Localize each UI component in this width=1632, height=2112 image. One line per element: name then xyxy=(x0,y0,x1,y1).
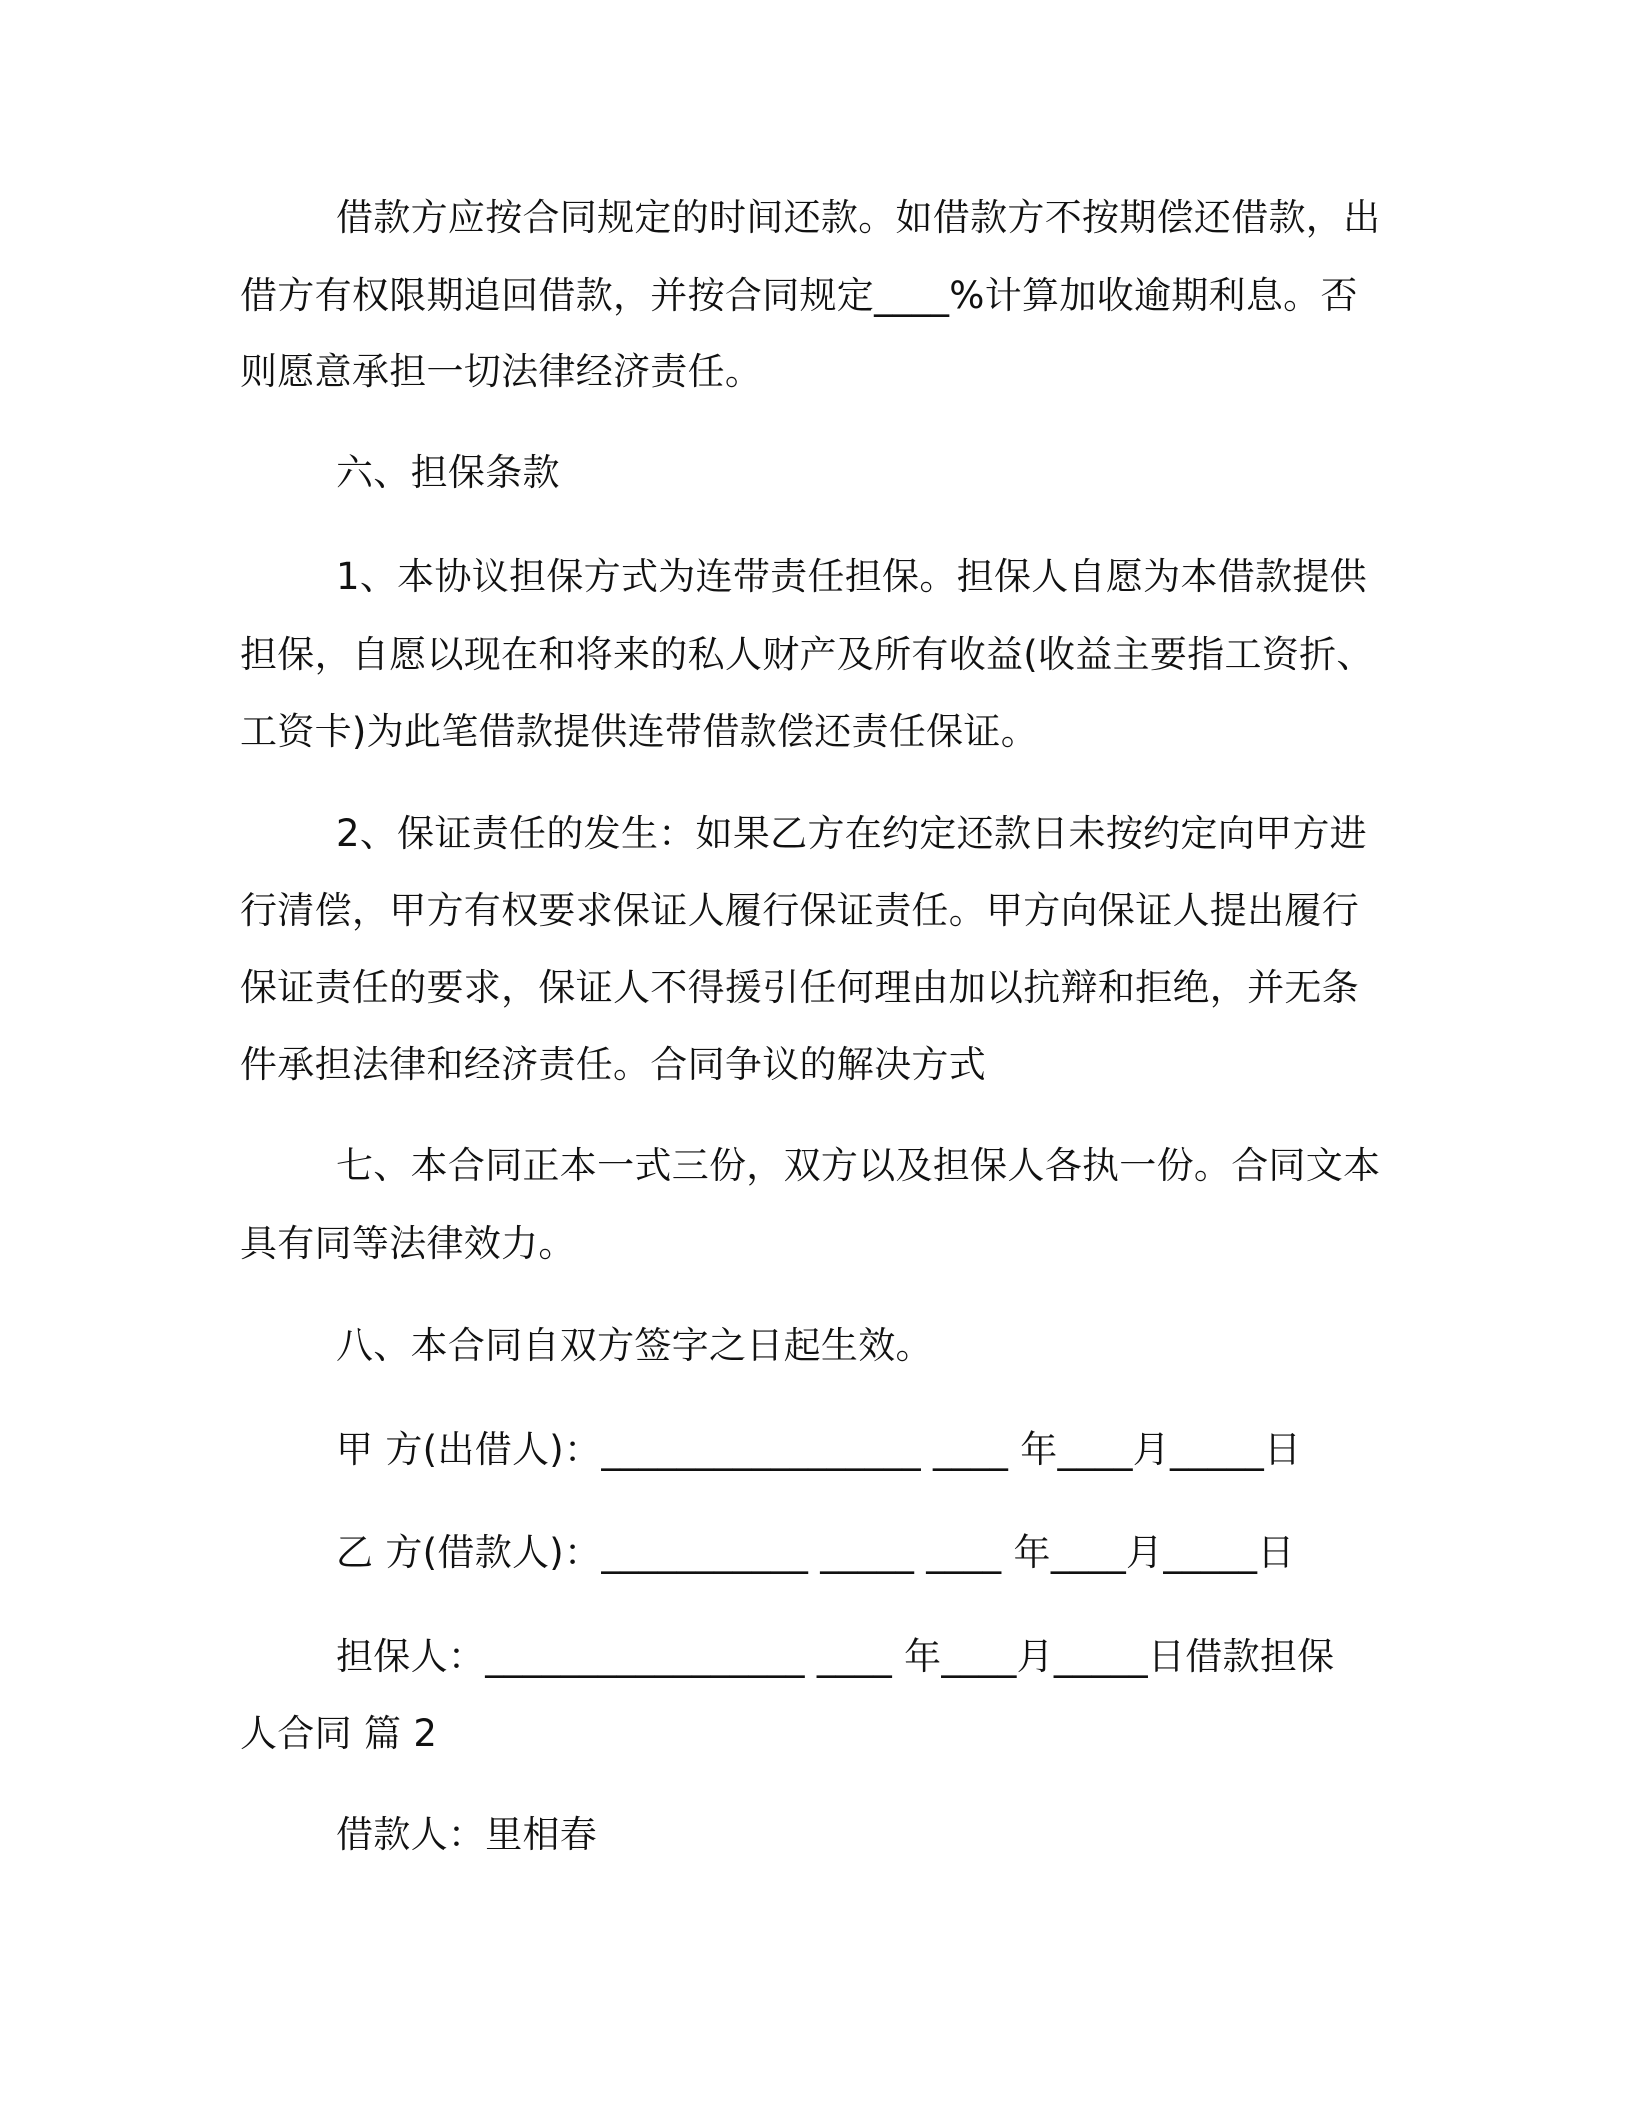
repayment-clause-line-2: 借方有权限期追回借款，并按合同规定____%计算加收逾期利息。否 xyxy=(240,274,1358,317)
borrower-name: 借款人：里相春 xyxy=(336,1813,598,1856)
guarantee-item-2-line-4: 件承担法律和经济责任。合同争议的解决方式 xyxy=(240,1043,986,1086)
guarantee-item-1-line-3: 工资卡)为此笔借款提供连带借款偿还责任保证。 xyxy=(240,710,1039,753)
guarantor-signature-line-2: 人合同 篇 2 xyxy=(240,1712,438,1755)
section-6-heading: 六、担保条款 xyxy=(336,451,560,494)
guarantee-item-2-line-3: 保证责任的要求，保证人不得援引任何理由加以抗辩和拒绝，并无条 xyxy=(240,966,1359,1009)
repayment-clause-line-3: 则愿意承担一切法律经济责任。 xyxy=(240,350,763,393)
guarantor-signature-line-1: 担保人：_________________ ____ 年____月_____日借款担保 xyxy=(336,1635,1335,1678)
party-a-signature-line: 甲 方(出借人)：_________________ ____ 年____月_____日 xyxy=(336,1428,1302,1471)
guarantee-item-1-line-2: 担保，自愿以现在和将来的私人财产及所有收益(收益主要指工资折、 xyxy=(240,633,1374,676)
section-7-line-1: 七、本合同正本一式三份，双方以及担保人各执一份。合同文本 xyxy=(336,1144,1381,1187)
guarantee-item-2-line-1: 2、保证责任的发生：如果乙方在约定还款日未按约定向甲方进 xyxy=(336,812,1367,855)
guarantee-item-2-line-2: 行清偿，甲方有权要求保证人履行保证责任。甲方向保证人提出履行 xyxy=(240,889,1359,932)
guarantee-item-1-line-1: 1、本协议担保方式为连带责任担保。担保人自愿为本借款提供 xyxy=(336,555,1367,598)
repayment-clause-line-1: 借款方应按合同规定的时间还款。如借款方不按期偿还借款，出 xyxy=(336,196,1381,239)
party-b-signature-line: 乙 方(借款人)：___________ _____ ____ 年____月_____日 xyxy=(336,1531,1295,1574)
section-8: 八、本合同自双方签字之日起生效。 xyxy=(336,1324,933,1367)
section-7-line-2: 具有同等法律效力。 xyxy=(240,1222,576,1265)
